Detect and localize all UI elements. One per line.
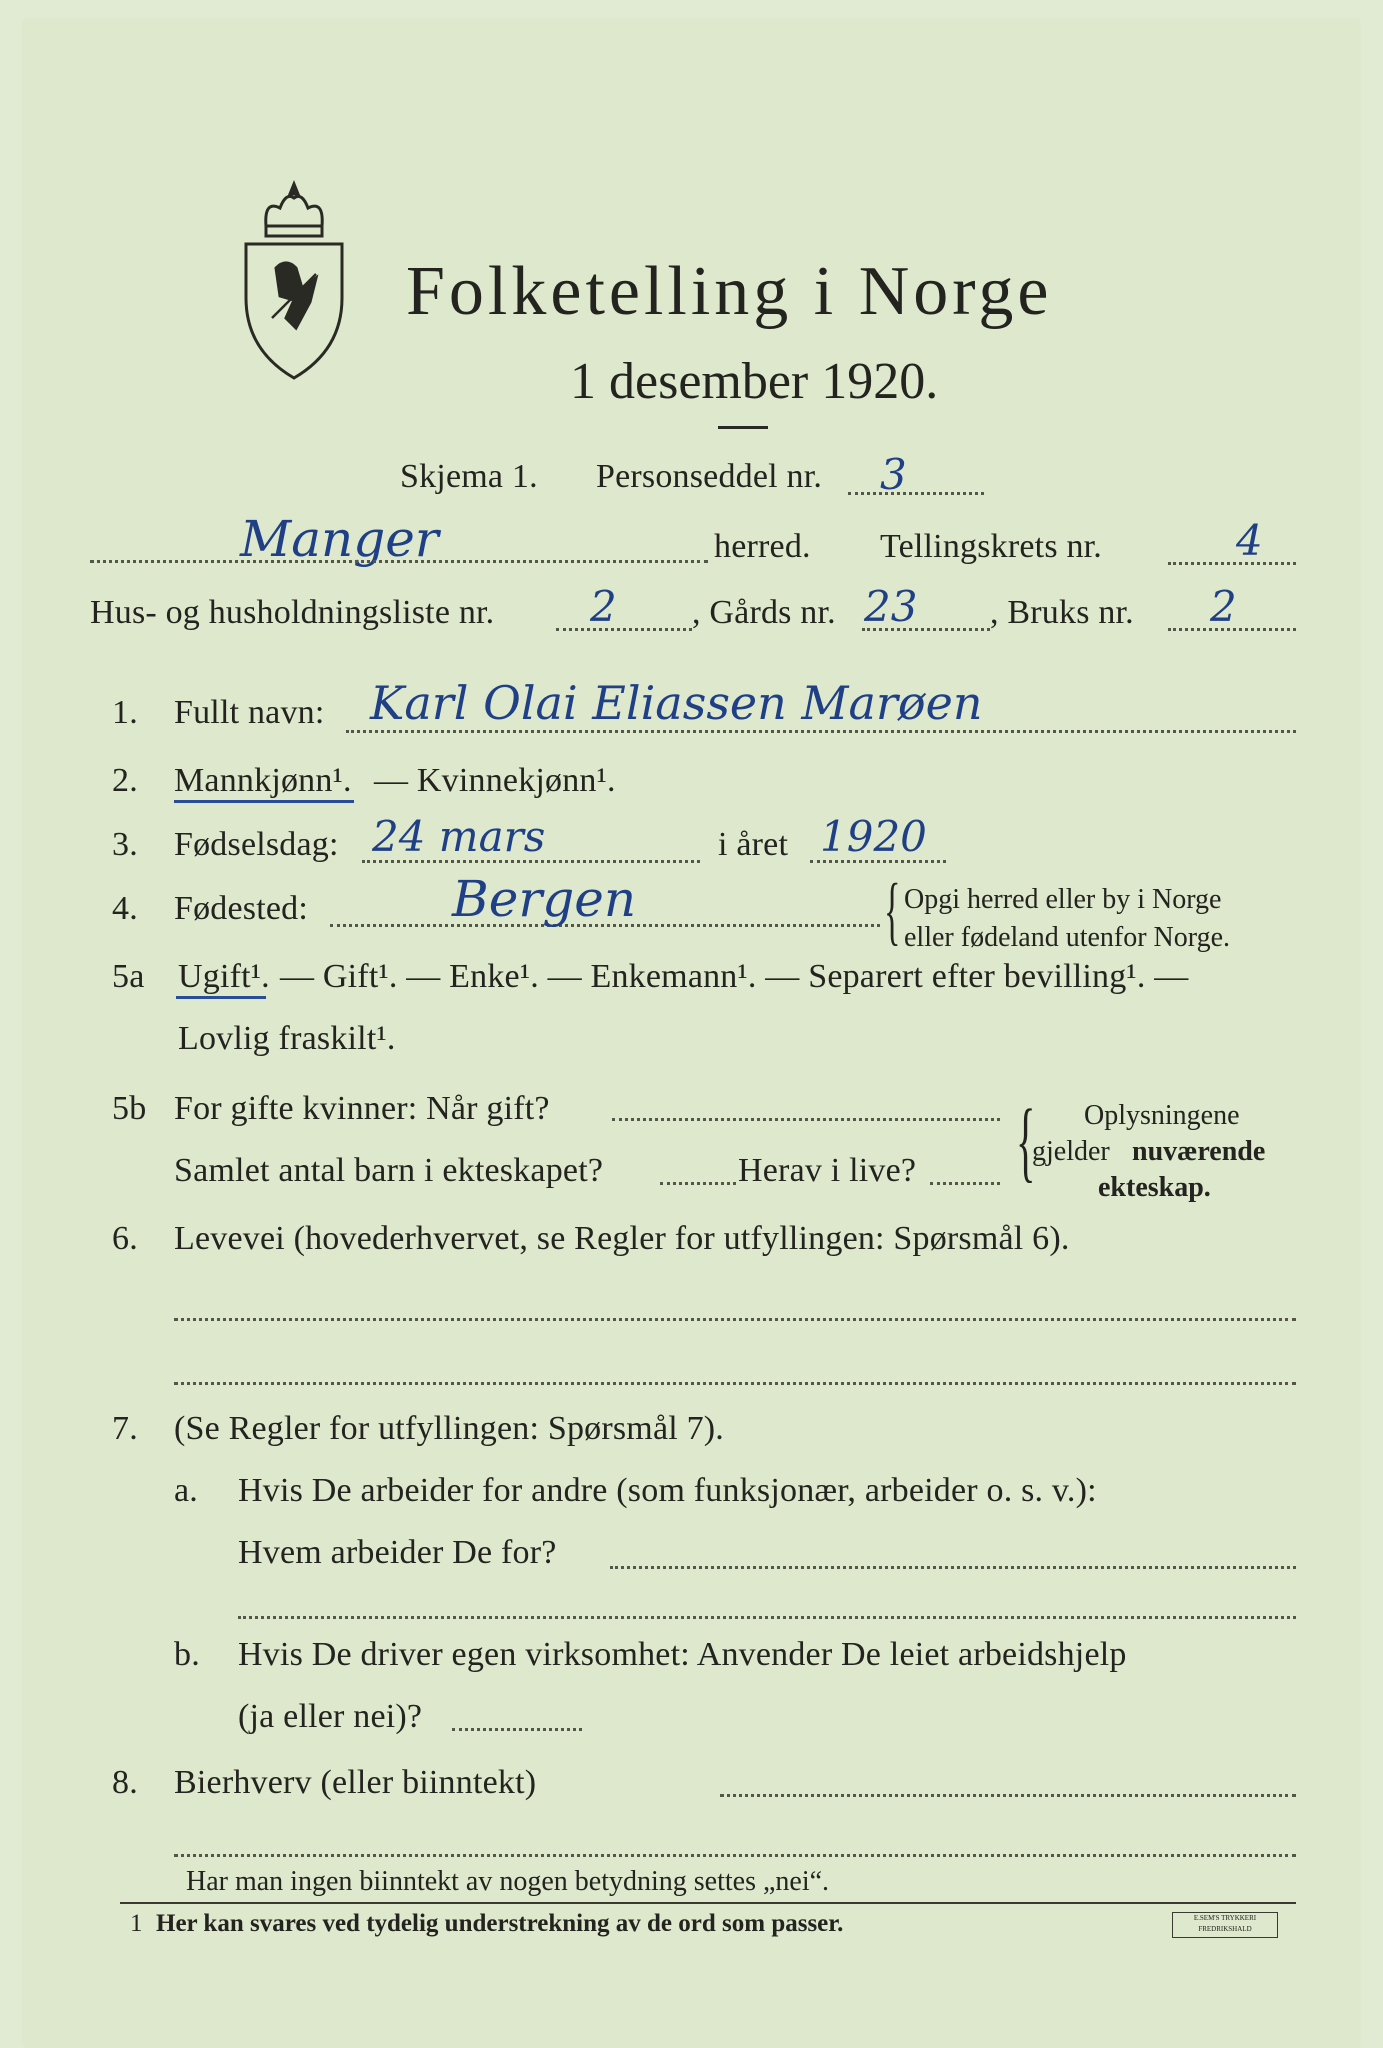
q3-number: 3. (112, 826, 138, 863)
marital-other-options[interactable]: — Gift¹. — Enke¹. — Enkemann¹. — Separert efter bevilling¹. — (280, 958, 1189, 995)
q7b-text: Hvis De driver egen virksomhet: Anvender De leiet arbeidshjelp (238, 1636, 1127, 1673)
male-underline (174, 800, 354, 803)
q3-label: Fødselsdag: (174, 826, 339, 863)
q5b-married-line (612, 1118, 1000, 1121)
q5b-note-line2a: gjelder (1032, 1136, 1110, 1167)
birthdate-value[interactable]: 24 mars (372, 812, 546, 861)
bruks-value[interactable]: 2 (1210, 582, 1237, 631)
q7b-question: (ja eller nei)? (238, 1698, 423, 1735)
footnote-text: Her kan svares ved tydelig understrekning av de ord som passer. (156, 1910, 844, 1937)
q8-note: Har man ingen biinntekt av nogen betydning settes „nei“. (186, 1866, 830, 1897)
q5b-note-line1: Oplysningene (1084, 1100, 1240, 1131)
q7b-line (452, 1728, 582, 1731)
q7b-letter: b. (174, 1636, 200, 1673)
q5a-number: 5a (112, 958, 145, 995)
gards-value[interactable]: 23 (864, 582, 918, 631)
husliste-label: Hus- og husholdningsliste nr. (90, 594, 495, 631)
q2-number: 2. (112, 762, 138, 799)
footer-divider (120, 1902, 1296, 1904)
q7a-line-2 (238, 1616, 1296, 1619)
birthplace-value[interactable]: Bergen (452, 870, 637, 928)
birth-year-value[interactable]: 1920 (820, 812, 927, 861)
personseddel-label: Personseddel nr. (596, 458, 823, 495)
q5b-note-line3: ekteskap. (1098, 1172, 1211, 1203)
schema-label: Skjema 1. (400, 458, 538, 495)
q5b-alive-label: Herav i live? (738, 1152, 917, 1189)
full-name-value[interactable]: Karl Olai Eliassen Marøen (370, 676, 983, 730)
q4-number: 4. (112, 890, 138, 927)
tellingskrets-value[interactable]: 4 (1236, 516, 1263, 565)
form-date: 1 desember 1920. (570, 353, 939, 410)
q1-label: Fullt navn: (174, 694, 325, 731)
q5b-alive-line (930, 1182, 1000, 1185)
q1-line (346, 730, 1296, 733)
q7-number: 7. (112, 1410, 138, 1447)
gards-label: , Gårds nr. (692, 594, 836, 631)
tellingskrets-line (1168, 562, 1296, 565)
q7a-question: Hvem arbeider De for? (238, 1534, 557, 1571)
q8-line-2 (174, 1854, 1296, 1857)
female-option[interactable]: — Kvinnekjønn¹. (374, 762, 616, 799)
q8-label: Bierhverv (eller biinntekt) (174, 1764, 537, 1801)
q5b-note-line2b: nuværende (1132, 1136, 1266, 1167)
tellingskrets-label: Tellingskrets nr. (880, 528, 1102, 565)
personseddel-line (848, 492, 984, 495)
coat-of-arms-icon (236, 178, 352, 386)
q5b-number: 5b (112, 1090, 147, 1127)
q3-year-label: i året (718, 826, 789, 863)
title-divider (718, 426, 768, 429)
q4-note-line2: eller fødeland utenfor Norge. (904, 922, 1231, 953)
herred-line (90, 560, 708, 563)
q5b-children-label: Samlet antal barn i ekteskapet? (174, 1152, 604, 1189)
q1-number: 1. (112, 694, 138, 731)
herred-value[interactable]: Manger (240, 510, 439, 568)
q5b-married-label: For gifte kvinner: Når gift? (174, 1090, 550, 1127)
husliste-line (556, 628, 692, 631)
q8-number: 8. (112, 1764, 138, 1801)
q4-label: Fødested: (174, 890, 309, 927)
q4-brace: { (884, 869, 901, 953)
q6-label: Levevei (hovederhvervet, se Regler for utfyllingen: Spørsmål 6). (174, 1220, 1070, 1257)
male-option[interactable]: Mannkjønn¹. (174, 762, 352, 799)
footnote-mark: 1 (130, 1910, 143, 1937)
bruks-label: , Bruks nr. (990, 594, 1134, 631)
q5b-children-line (660, 1182, 736, 1185)
q5b-brace: { (1016, 1092, 1036, 1191)
husliste-value[interactable]: 2 (590, 582, 617, 631)
form-title: Folketelling i Norge (406, 253, 1053, 330)
q7-label: (Se Regler for utfyllingen: Spørsmål 7). (174, 1410, 725, 1447)
unmarried-underline (176, 996, 266, 999)
personseddel-value[interactable]: 3 (880, 450, 907, 499)
divorced-option[interactable]: Lovlig fraskilt¹. (178, 1020, 396, 1057)
q8-line-1 (720, 1794, 1296, 1797)
q6-line-1 (174, 1318, 1296, 1321)
q4-note-line1: Opgi herred eller by i Norge (904, 884, 1222, 915)
q7a-text: Hvis De arbeider for andre (som funksjonær, arbeider o. s. v.): (238, 1472, 1097, 1509)
q7a-line-1 (610, 1566, 1296, 1569)
herred-label: herred. (714, 528, 811, 565)
printer-stamp: E.SEM'S TRYKKERI FREDRIKSHALD (1172, 1912, 1278, 1938)
q7a-letter: a. (174, 1472, 198, 1509)
q6-line-2 (174, 1382, 1296, 1385)
unmarried-option[interactable]: Ugift¹. (178, 958, 270, 995)
q6-number: 6. (112, 1220, 138, 1257)
